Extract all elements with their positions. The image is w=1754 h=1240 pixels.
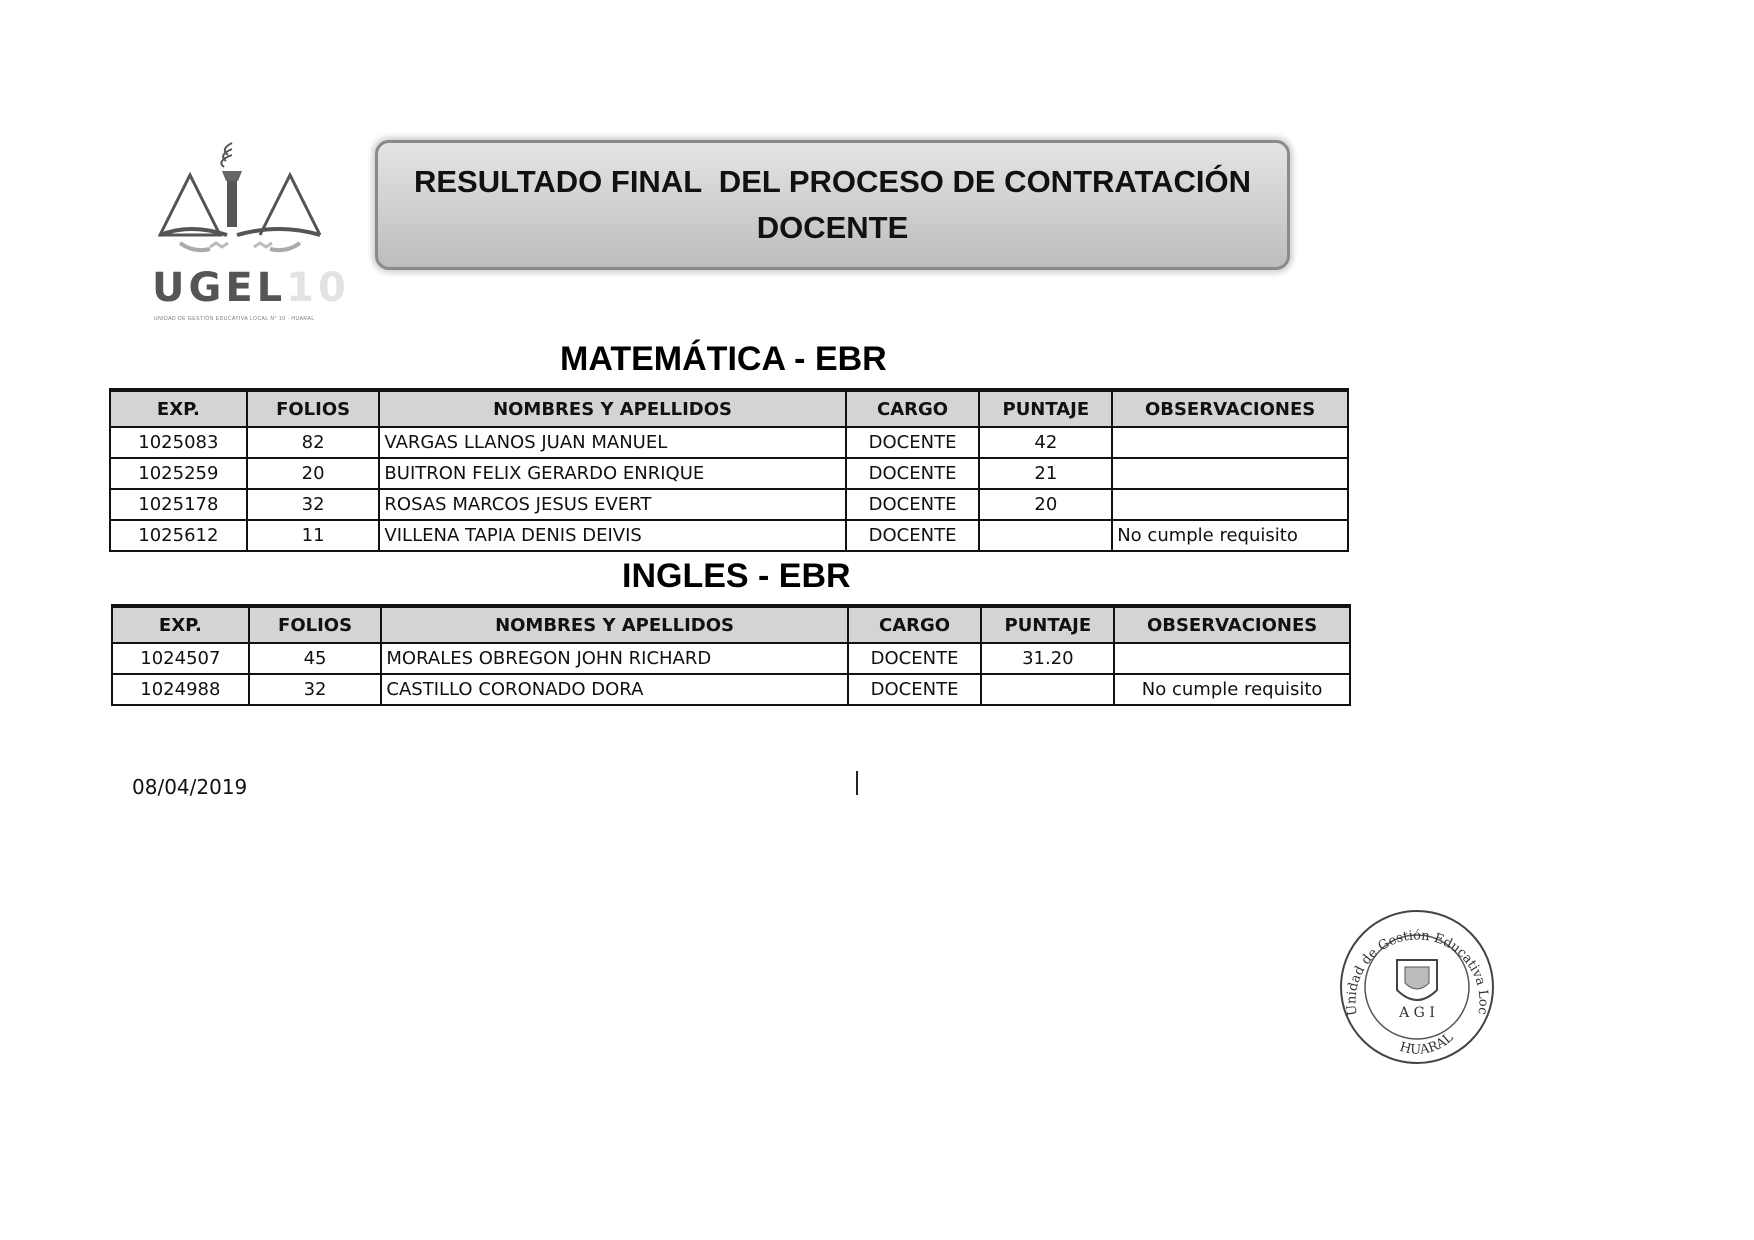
cell-exp: 1025259 [110,458,247,489]
section-title-matematica: MATEMÁTICA - EBR [560,340,887,378]
cell-folios: 11 [247,520,380,551]
table-header-row [110,390,1348,427]
header-observaciones: OBSERVACIONES [1112,390,1348,427]
cell-puntaje [979,520,1112,551]
header-folios: FOLIOS [247,390,380,427]
title-line-2: DOCENTE [756,210,909,245]
header-cargo: CARGO [846,390,980,427]
cell-puntaje: 20 [979,489,1112,520]
table-row [110,458,1348,489]
official-seal [1335,905,1500,1070]
cell-folios: 82 [247,427,380,458]
header-nombres: NOMBRES Y APELLIDOS [379,390,845,427]
table-row [110,427,1348,458]
cell-observaciones [1112,458,1348,489]
text-cursor-mark [856,771,858,795]
table-row [110,489,1348,520]
cell-cargo: DOCENTE [846,427,980,458]
cell-exp: 1025612 [110,520,247,551]
cell-cargo: DOCENTE [846,489,980,520]
cell-nombre: CASTILLO CORONADO DORA [381,674,847,705]
svg-text:HUARAL: HUARAL [1397,1030,1457,1058]
cell-observaciones: No cumple requisito [1114,674,1350,705]
cell-nombre: ROSAS MARCOS JESUS EVERT [379,489,845,520]
logo-wordmark: UGEL10 [152,265,350,311]
results-table-ingles [111,604,1351,706]
table-row [110,520,1348,551]
cell-folios: 32 [247,489,380,520]
cell-puntaje: 31.20 [981,643,1114,674]
table-row [112,643,1350,674]
cell-puntaje [981,674,1114,705]
cell-folios: 32 [249,674,382,705]
section-title-ingles: INGLES - EBR [622,557,851,595]
table-row [112,674,1350,705]
cell-observaciones [1114,643,1350,674]
header-exp: EXP. [110,390,247,427]
header-puntaje: PUNTAJE [981,606,1114,643]
cell-nombre: MORALES OBREGON JOHN RICHARD [381,643,847,674]
cell-nombre: VILLENA TAPIA DENIS DEIVIS [379,520,845,551]
cell-exp: 1025083 [110,427,247,458]
cell-cargo: DOCENTE [848,643,982,674]
cell-cargo: DOCENTE [846,458,980,489]
seal-stamp-icon [1335,905,1500,1070]
cell-folios: 45 [249,643,382,674]
header-nombres: NOMBRES Y APELLIDOS [381,606,847,643]
cell-cargo: DOCENTE [848,674,982,705]
header-exp: EXP. [112,606,249,643]
cell-puntaje: 42 [979,427,1112,458]
book-torch-icon [150,135,330,285]
cell-exp: 1024988 [112,674,249,705]
cell-observaciones [1112,489,1348,520]
table-header-row [112,606,1350,643]
cell-nombre: VARGAS LLANOS JUAN MANUEL [379,427,845,458]
cell-exp: 1025178 [110,489,247,520]
results-table-matematica [109,388,1349,552]
cell-cargo: DOCENTE [846,520,980,551]
header-cargo: CARGO [848,606,982,643]
cell-exp: 1024507 [112,643,249,674]
svg-text:Unidad de Gestión Educativa Lo: Unidad de Gestión Educativa Loc [1344,928,1491,1017]
title-line-1: RESULTADO FINAL DEL PROCESO DE CONTRATACIÓN [413,164,1251,199]
document-title-box [375,140,1290,270]
logo-caption: UNIDAD DE GESTIÓN EDUCATIVA LOCAL N° 10 · HUARAL [154,316,315,322]
ugel-logo [150,135,350,325]
cell-observaciones: No cumple requisito [1112,520,1348,551]
cell-nombre: BUITRON FELIX GERARDO ENRIQUE [379,458,845,489]
document-date: 08/04/2019 [132,775,248,799]
header-puntaje: PUNTAJE [979,390,1112,427]
cell-observaciones [1112,427,1348,458]
header-observaciones: OBSERVACIONES [1114,606,1350,643]
cell-puntaje: 21 [979,458,1112,489]
svg-text:A G I: A G I [1399,1005,1435,1021]
cell-folios: 20 [247,458,380,489]
header-folios: FOLIOS [249,606,382,643]
